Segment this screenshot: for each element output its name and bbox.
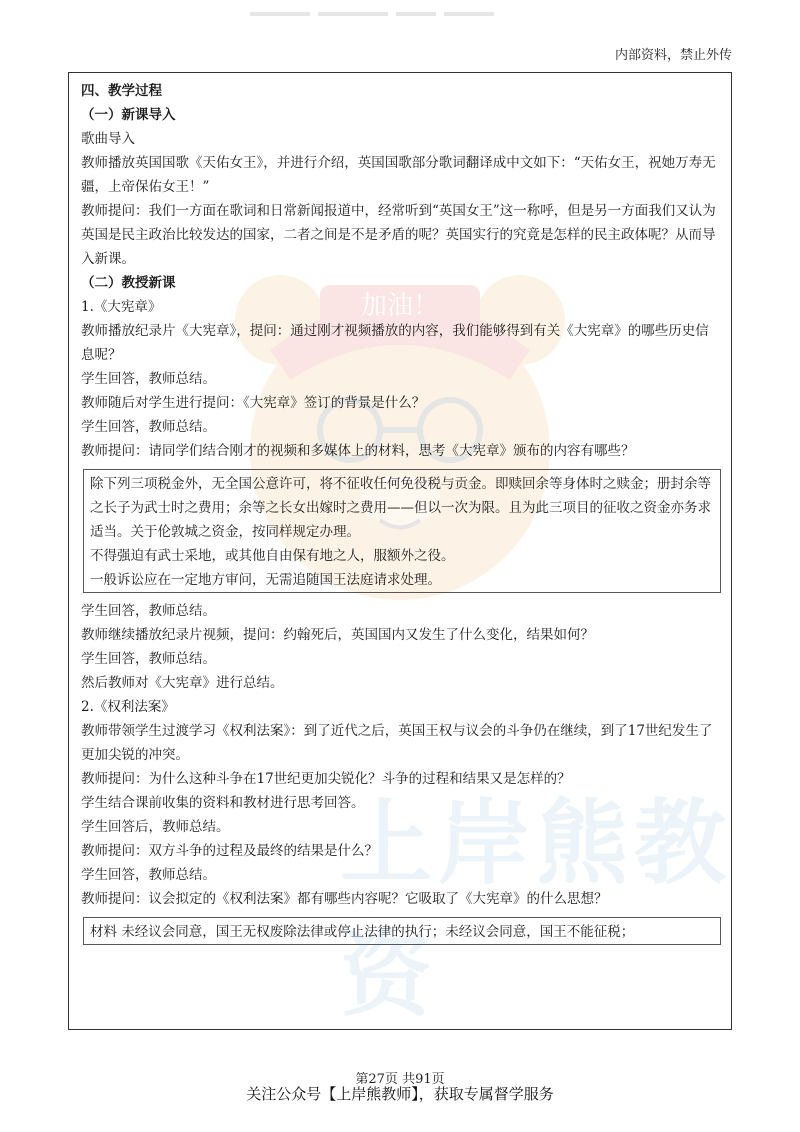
topic-heading: 1.《大宪章》 [81, 299, 162, 315]
lesson-content [69, 73, 731, 945]
badge-text: 加油！ [360, 291, 440, 321]
paragraph: 教师随后对学生进行提问：《大宪章》签订的背景是什么？ [81, 395, 426, 411]
paragraph: 学生回答，教师总结。 [81, 371, 216, 387]
confidential-note: 内部资料，禁止外传 [614, 48, 732, 63]
paragraph: 教师提问：议会拟定的《权利法案》都有哪些内容呢？它吸取了《大宪章》的什么思想？ [81, 891, 608, 907]
paragraph: 教师提问：请同学们结合刚才的视频和多媒体上的材料，思考《大宪章》颁布的内容有哪些？ [81, 443, 635, 459]
lesson-plan-frame [68, 72, 732, 1030]
subsection-heading: （一）新课导入 [81, 107, 176, 123]
paragraph: 教师提问：为什么这种斗争在17世纪更加尖锐化？斗争的过程和结果又是怎样的？ [81, 771, 571, 787]
material-paragraph: 一般诉讼应在一定地方审问，无需追随国王法庭请求处理。 [90, 572, 441, 588]
paragraph: 学生回答，教师总结。 [81, 651, 216, 667]
faded-header-text [250, 6, 550, 20]
paragraph: 教师继续播放纪录片视频，提问：约翰死后，英国国内又发生了什么变化，结果如何？ [81, 627, 594, 643]
paragraph: 教师提问：我们一方面在歌词和日常新闻报道中，经常听到“英国女王”这一称呼，但是另一方面我们又认为英国是民主政治比较发达的国家，二者之间是不是矛盾的呢？英国实行的究竟是怎样的民主政体呢？从而导入新课。 [81, 203, 716, 267]
material-paragraph: 除下列三项税金外，无全国公意许可，将不征收任何免役税与贡金。即赎回余等身体时之赎金；册封余等之长子为武士时之费用；余等之长女出嫁时之费用——但以一次为限。且为此三项目的征收之资金亦务求适当。关于伦敦城之资金，按同样规定办理。 [90, 476, 711, 540]
topic-heading: 2.《权利法案》 [81, 699, 175, 715]
paragraph: 学生回答，教师总结。 [81, 867, 216, 883]
paragraph: 教师带领学生过渡学习《权利法案》：到了近代之后，英国王权与议会的斗争仍在继续，到了17世纪发生了更加尖锐的冲突。 [81, 723, 713, 763]
page-number: 第27页 共91页 [355, 1072, 445, 1087]
paragraph: 歌曲导入 [81, 131, 135, 147]
paragraph: 然后教师对《大宪章》进行总结。 [81, 675, 284, 691]
paragraph: 教师播放英国国歌《天佑女王》，并进行介绍，英国国歌部分歌词翻译成中文如下：“天佑女王，祝她万寿无疆，上帝保佑女王！” [81, 155, 716, 195]
paragraph: 教师播放纪录片《大宪章》，提问：通过刚才视频播放的内容，我们能够得到有关《大宪章》的哪些历史信息呢？ [81, 323, 709, 363]
material-paragraph: 不得强迫有武士采地，或其他自由保有地之人，服额外之役。 [90, 548, 455, 564]
source-material-box [83, 917, 721, 945]
material-paragraph: 材料 未经议会同意，国王无权废除法律或停止法律的执行；未经议会同意，国王不能征税； [90, 924, 635, 940]
brand-watermark: 上岸熊教资 [340, 790, 733, 1029]
promo-footer: 关注公众号【上岸熊教师】，获取专属督学服务 [246, 1085, 554, 1103]
paragraph: 学生结合课前收集的资料和教材进行思考回答。 [81, 795, 365, 811]
paragraph: 教师提问：双方斗争的过程及最终的结果是什么？ [81, 843, 378, 859]
subsection-heading: （二）教授新课 [81, 275, 176, 291]
paragraph: 学生回答，教师总结。 [81, 419, 216, 435]
section-heading: 四、教学过程 [81, 83, 162, 99]
paragraph: 学生回答后，教师总结。 [81, 819, 230, 835]
source-material-box [83, 469, 721, 593]
paragraph: 学生回答，教师总结。 [81, 603, 216, 619]
